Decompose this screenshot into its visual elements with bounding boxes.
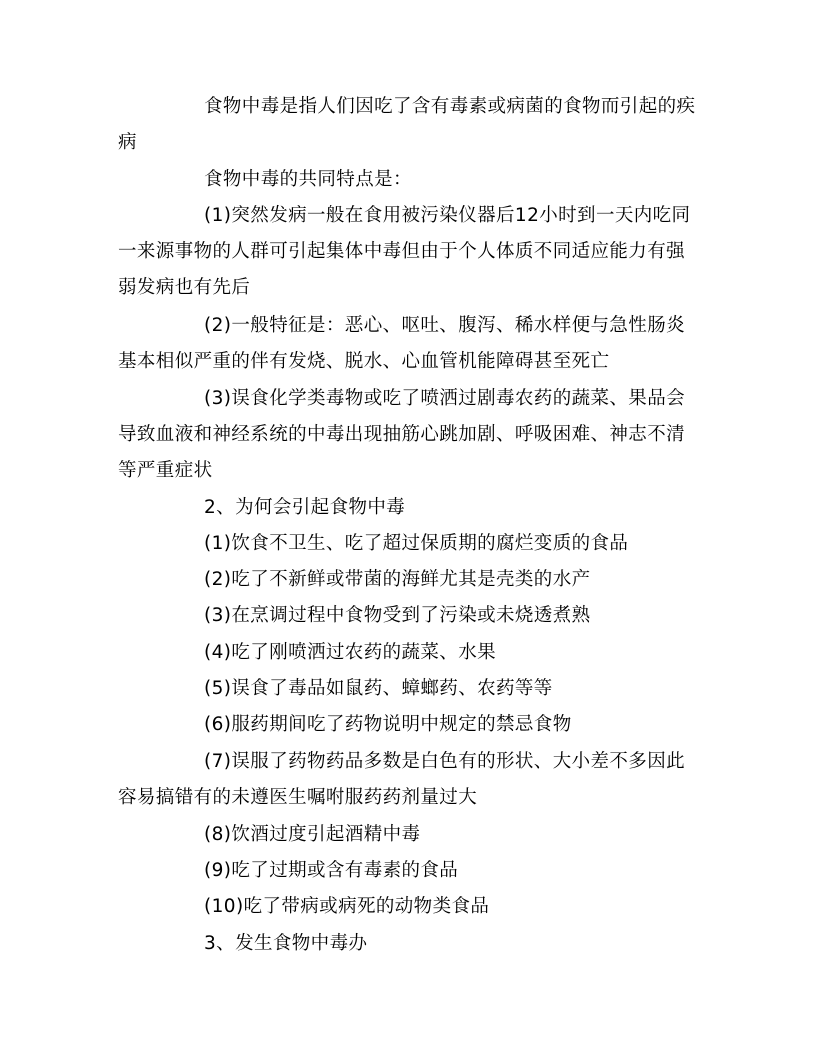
paragraph-feature-3: (3)误食化学类毒物或吃了喷洒过剧毒农药的蔬菜、果品会导致血液和神经系统的中毒出现抽筋心跳加剧、呼吸困难、神志不清等严重症状 [118, 388, 686, 482]
list-item-cause-10: (10)吃了带病或病死的动物类食品 [204, 896, 490, 917]
list-item-cause-9: (9)吃了过期或含有毒素的食品 [204, 860, 459, 881]
list-item-cause-2: (2)吃了不新鲜或带菌的海鲜尤其是壳类的水产 [204, 569, 591, 590]
paragraph-definition: 食物中毒是指人们因吃了含有毒素或病菌的食物而引起的疾病 [118, 96, 696, 154]
section-heading-causes: 2、为何会引起食物中毒 [204, 497, 406, 518]
list-item-cause-8: (8)饮酒过度引起酒精中毒 [204, 824, 421, 845]
list-item-cause-1: (1)饮食不卫生、吃了超过保质期的腐烂变质的食品 [204, 533, 629, 554]
section-heading-what-to-do: 3、发生食物中毒办 [204, 933, 368, 954]
list-item-cause-6: (6)服药期间吃了药物说明中规定的禁忌食物 [204, 714, 572, 735]
paragraph-feature-2: (2)一般特征是：恶心、呕吐、腹泻、稀水样便与急性肠炎基本相似严重的伴有发烧、脱水、心血管机能障碍甚至死亡 [118, 315, 686, 373]
paragraph-common-features-heading: 食物中毒的共同特点是： [204, 169, 412, 190]
list-item-cause-3: (3)在烹调过程中食物受到了污染或未烧透煮熟 [204, 605, 591, 626]
list-item-cause-5: (5)误食了毒品如鼠药、蟑螂药、农药等等 [204, 678, 553, 699]
paragraph-feature-1: (1)突然发病一般在食用被污染仪器后12小时到一天内吃同一来源事物的人群可引起集体中毒但由于个人体质不同适应能力有强弱发病也有先后 [118, 205, 691, 299]
list-item-cause-4: (4)吃了刚喷洒过农药的蔬菜、水果 [204, 642, 497, 663]
list-item-cause-7: (7)误服了药物药品多数是白色有的形状、大小差不多因此容易搞错有的未遵医生嘱咐服药药剂量过大 [118, 751, 686, 809]
